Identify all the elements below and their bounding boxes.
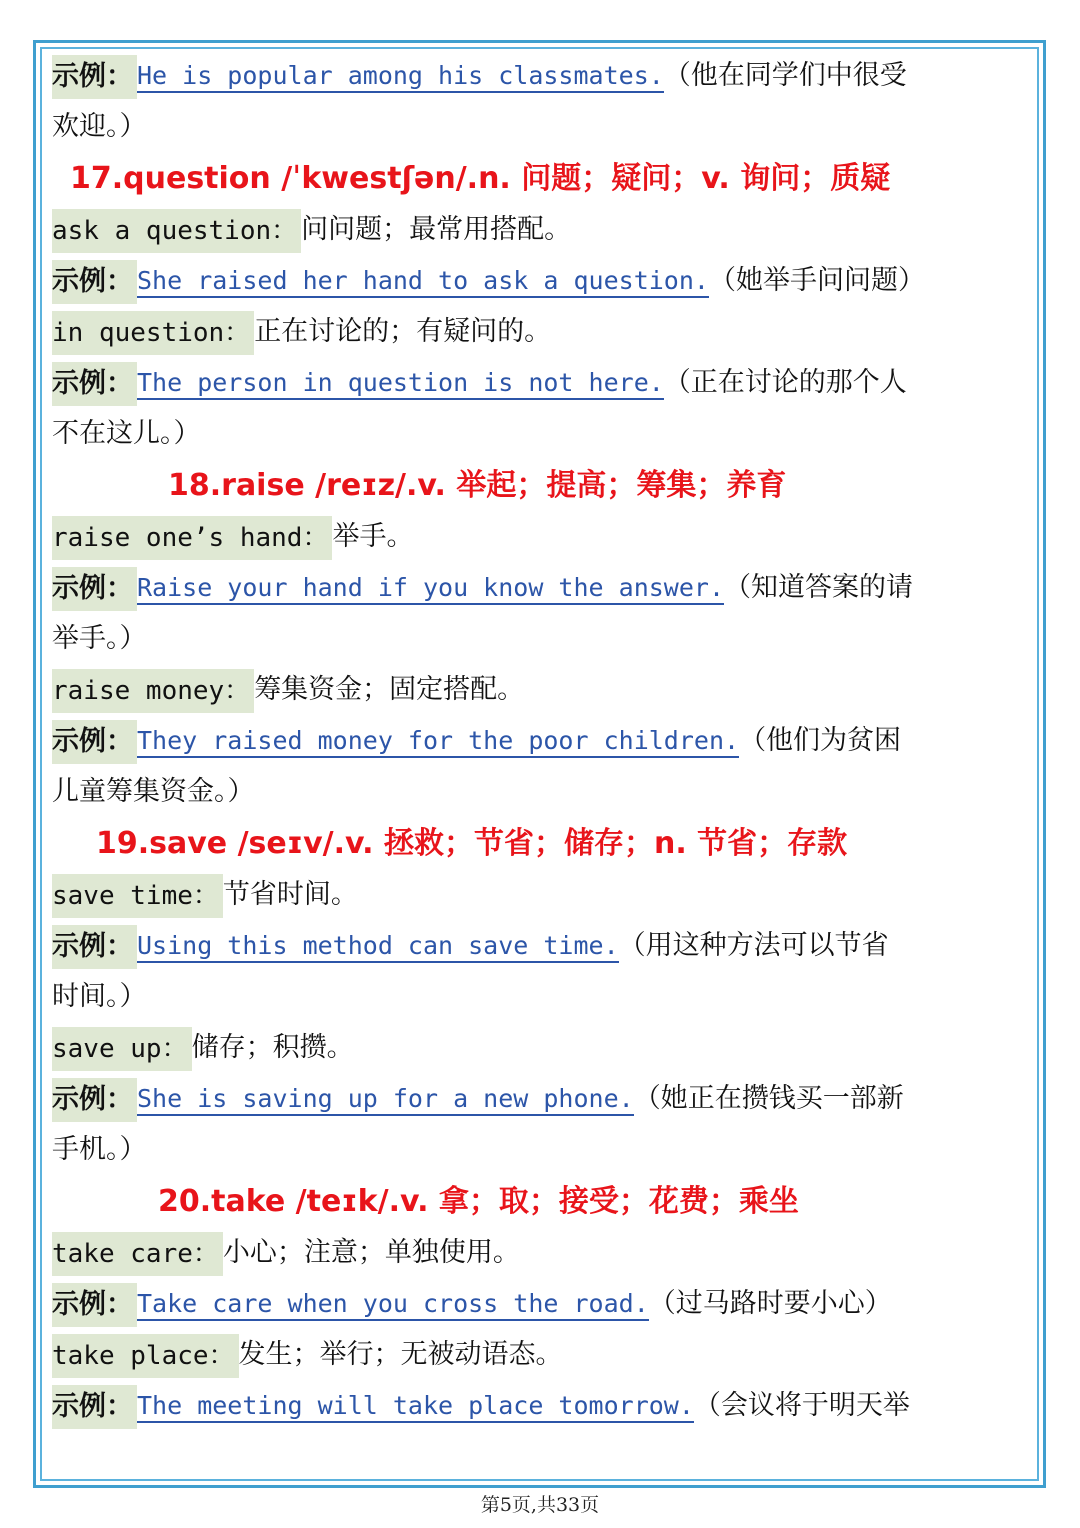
example-sentence: The meeting will take place tomorrow. — [137, 1391, 694, 1423]
phrase-line — [52, 204, 1022, 255]
phrase-meaning: 正在讨论的；有疑问的。 — [254, 316, 552, 347]
example-translation: （用这种方法可以节省 — [618, 930, 889, 961]
example-sentence: Take care when you cross the road. — [137, 1289, 649, 1321]
phrase-line — [52, 1227, 1022, 1278]
example-translation: （正在讨论的那个人 — [663, 367, 907, 398]
phrase-meaning: 问问题；最常用搭配。 — [301, 214, 572, 245]
example-translation: （他在同学们中很受 — [663, 60, 907, 91]
example-line — [52, 562, 1022, 613]
example-line — [52, 357, 1022, 408]
continuation-line: 欢迎。） — [52, 111, 147, 142]
phrase-label: ask a question： — [52, 209, 301, 253]
example-sentence: She is saving up for a new phone. — [137, 1084, 634, 1116]
example-line — [52, 255, 1022, 306]
phrase-label: take place： — [52, 1334, 239, 1378]
example-translation: （会议将于明天举 — [693, 1390, 910, 1421]
example-line — [52, 920, 1022, 971]
phrase-label: raise money： — [52, 669, 254, 713]
phrase-line — [52, 1022, 1022, 1073]
phrase-line — [52, 1329, 1022, 1380]
phrase-meaning: 节省时间。 — [222, 879, 358, 910]
example-sentence: The person in question is not here. — [137, 368, 664, 400]
example-line — [52, 1278, 1022, 1329]
example-sentence: Using this method can save time. — [137, 931, 619, 963]
example-label: 示例： — [52, 925, 137, 969]
phrase-line — [52, 869, 1022, 920]
continuation-line: 手机。） — [52, 1134, 147, 1165]
example-label: 示例： — [52, 720, 137, 764]
example-translation: （她举手问问题） — [708, 265, 925, 296]
continuation-line: 不在这儿。） — [52, 418, 201, 449]
example-line — [52, 715, 1022, 766]
continuation-line: 时间。） — [52, 981, 147, 1012]
phrase-label: in question： — [52, 311, 254, 355]
phrase-label: take care： — [52, 1232, 223, 1276]
example-translation: （她正在攒钱买一部新 — [633, 1083, 904, 1114]
vocab-content — [52, 50, 1022, 1431]
example-label: 示例： — [52, 1283, 137, 1327]
phrase-meaning: 举手。 — [332, 521, 414, 552]
example-label: 示例： — [52, 1078, 137, 1122]
word-heading-18: 18.raise /reɪz/.v. 举起；提高；筹集；养育 — [168, 468, 787, 503]
example-translation: （过马路时要小心） — [648, 1288, 892, 1319]
example-label: 示例： — [52, 260, 137, 304]
example-translation: （知道答案的请 — [724, 572, 913, 603]
example-label: 示例： — [52, 1385, 137, 1429]
continuation-line: 举手。） — [52, 623, 147, 654]
example-label: 示例： — [52, 55, 137, 99]
word-heading-19: 19.save /seɪv/.v. 拯救；节省；储存；n. 节省；存款 — [96, 826, 848, 861]
phrase-meaning: 筹集资金；固定搭配。 — [254, 674, 525, 705]
page-number: 第5页,共33页 — [480, 1494, 600, 1516]
word-heading-17: 17.question /ˈkwestʃən/.n. 问题；疑问；v. 询问；质疑 — [70, 161, 891, 196]
continuation-line: 儿童筹集资金。） — [52, 776, 255, 807]
phrase-meaning: 发生；举行；无被动语态。 — [238, 1339, 563, 1370]
example-line — [52, 50, 1022, 101]
phrase-label: raise one’s hand： — [52, 516, 332, 560]
word-heading-20: 20.take /teɪk/.v. 拿；取；接受；花费；乘坐 — [158, 1184, 799, 1219]
example-line — [52, 1073, 1022, 1124]
example-line — [52, 1380, 1022, 1431]
phrase-label: save time： — [52, 874, 223, 918]
phrase-line — [52, 306, 1022, 357]
example-label: 示例： — [52, 567, 137, 611]
example-sentence: He is popular among his classmates. — [137, 61, 664, 93]
phrase-line — [52, 664, 1022, 715]
example-translation: （他们为贫困 — [739, 725, 902, 756]
phrase-line — [52, 511, 1022, 562]
phrase-label: save up： — [52, 1027, 192, 1071]
example-sentence: She raised her hand to ask a question. — [137, 266, 709, 298]
example-label: 示例： — [52, 362, 137, 406]
phrase-meaning: 储存；积攒。 — [191, 1032, 354, 1063]
example-sentence: Raise your hand if you know the answer. — [137, 573, 724, 605]
phrase-meaning: 小心；注意；单独使用。 — [222, 1237, 520, 1268]
example-sentence: They raised money for the poor children. — [137, 726, 739, 758]
